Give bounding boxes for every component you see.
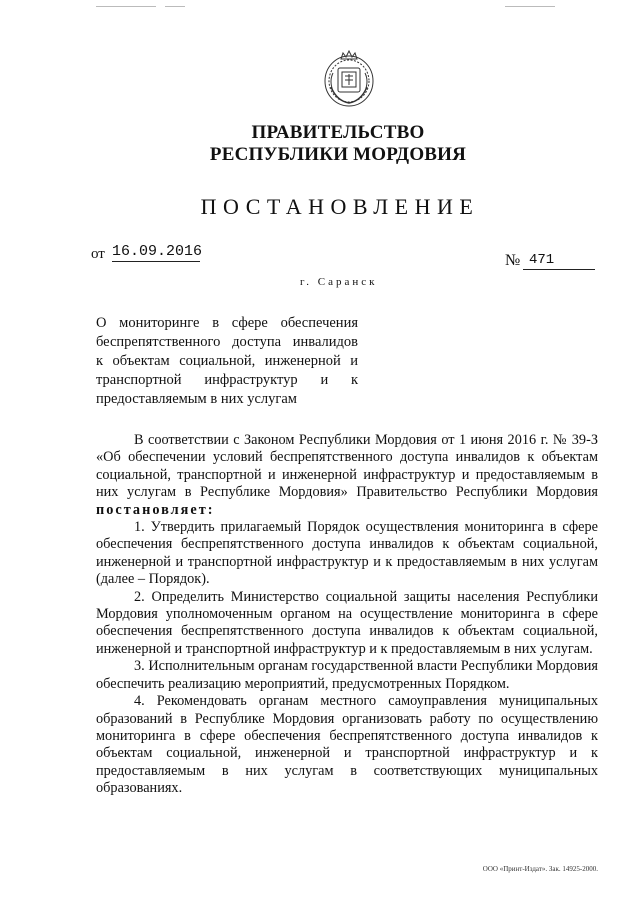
date-label: от <box>91 246 105 262</box>
document-subject <box>96 314 358 409</box>
scan-artifact <box>165 6 185 7</box>
preamble-paragraph <box>96 432 598 519</box>
printer-imprint: ООО «Принт-Издат». Зак. 14925-2000. <box>482 865 598 873</box>
org-title-line1: ПРАВИТЕЛЬСТВО <box>251 122 425 143</box>
subject-line: к объектам социальной, инженерной и <box>96 353 358 369</box>
decree-word: постановляет: <box>96 501 215 518</box>
clause-paragraph: 4. Рекомендовать органам местного самоуправления муниципальных образований в Республике Мордовия организовать работу по осуществлению мониторинга в сфере обеспечения беспрепятственного доступа инвалидов к объектам социальной, инженерной и транспортной инфраструктур и к предоставляемым в них услугам в соответствующих муниципальных образованиях. <box>96 693 598 797</box>
preamble-text: В соответствии с Законом Республики Мордовия от 1 июня 2016 г. № 39-З «Об обеспечении условий беспрепятственного доступа инвалидов к объектам социальной, транспортной и инженерной инфраструктур и предоставляемым в них услугам в Республике Мордовия» Правительство Республики Мордовия <box>96 432 598 501</box>
number-label: № <box>505 252 521 269</box>
clause-paragraph: 3. Исполнительным органам государственной власти Республики Мордовия обеспечить реализацию мероприятий, предусмотренных Порядком. <box>96 658 598 692</box>
clause-paragraph: 1. Утвердить прилагаемый Порядок осуществления мониторинга в сфере обеспечения беспрепятственного доступа инвалидов к объектам социальной, инженерной и транспортной инфраструктур и к предоставляемым в них услугам (далее – Порядок). <box>96 519 598 588</box>
number-value: 471 <box>523 252 595 270</box>
subject-line: О мониторинге в сфере обеспечения <box>96 315 358 331</box>
subject-line: предоставляемым в них услугам <box>96 391 297 407</box>
subject-line: беспрепятственного доступа инвалидов <box>96 334 358 350</box>
coat-of-arms-icon <box>323 47 375 109</box>
scan-artifact <box>505 6 555 7</box>
document-body <box>96 432 598 798</box>
org-title-line2: РЕСПУБЛИКИ МОРДОВИЯ <box>209 144 467 165</box>
city: г. Саранск <box>300 276 378 288</box>
document-type: ПОСТАНОВЛЕНИЕ <box>200 194 480 219</box>
subject-line: транспортной инфраструктур и к <box>96 372 358 388</box>
scan-artifact <box>96 6 156 7</box>
date-value: 16.09.2016 <box>112 243 203 260</box>
clause-paragraph: 2. Определить Министерство социальной защиты населения Республики Мордовия уполномоченным органом на осуществление мониторинга в сфере обеспечения беспрепятственного доступа инвалидов к объектам социальной, инженерной и транспортной инфраструктур и к предоставляемым в них услугам. <box>96 588 598 657</box>
